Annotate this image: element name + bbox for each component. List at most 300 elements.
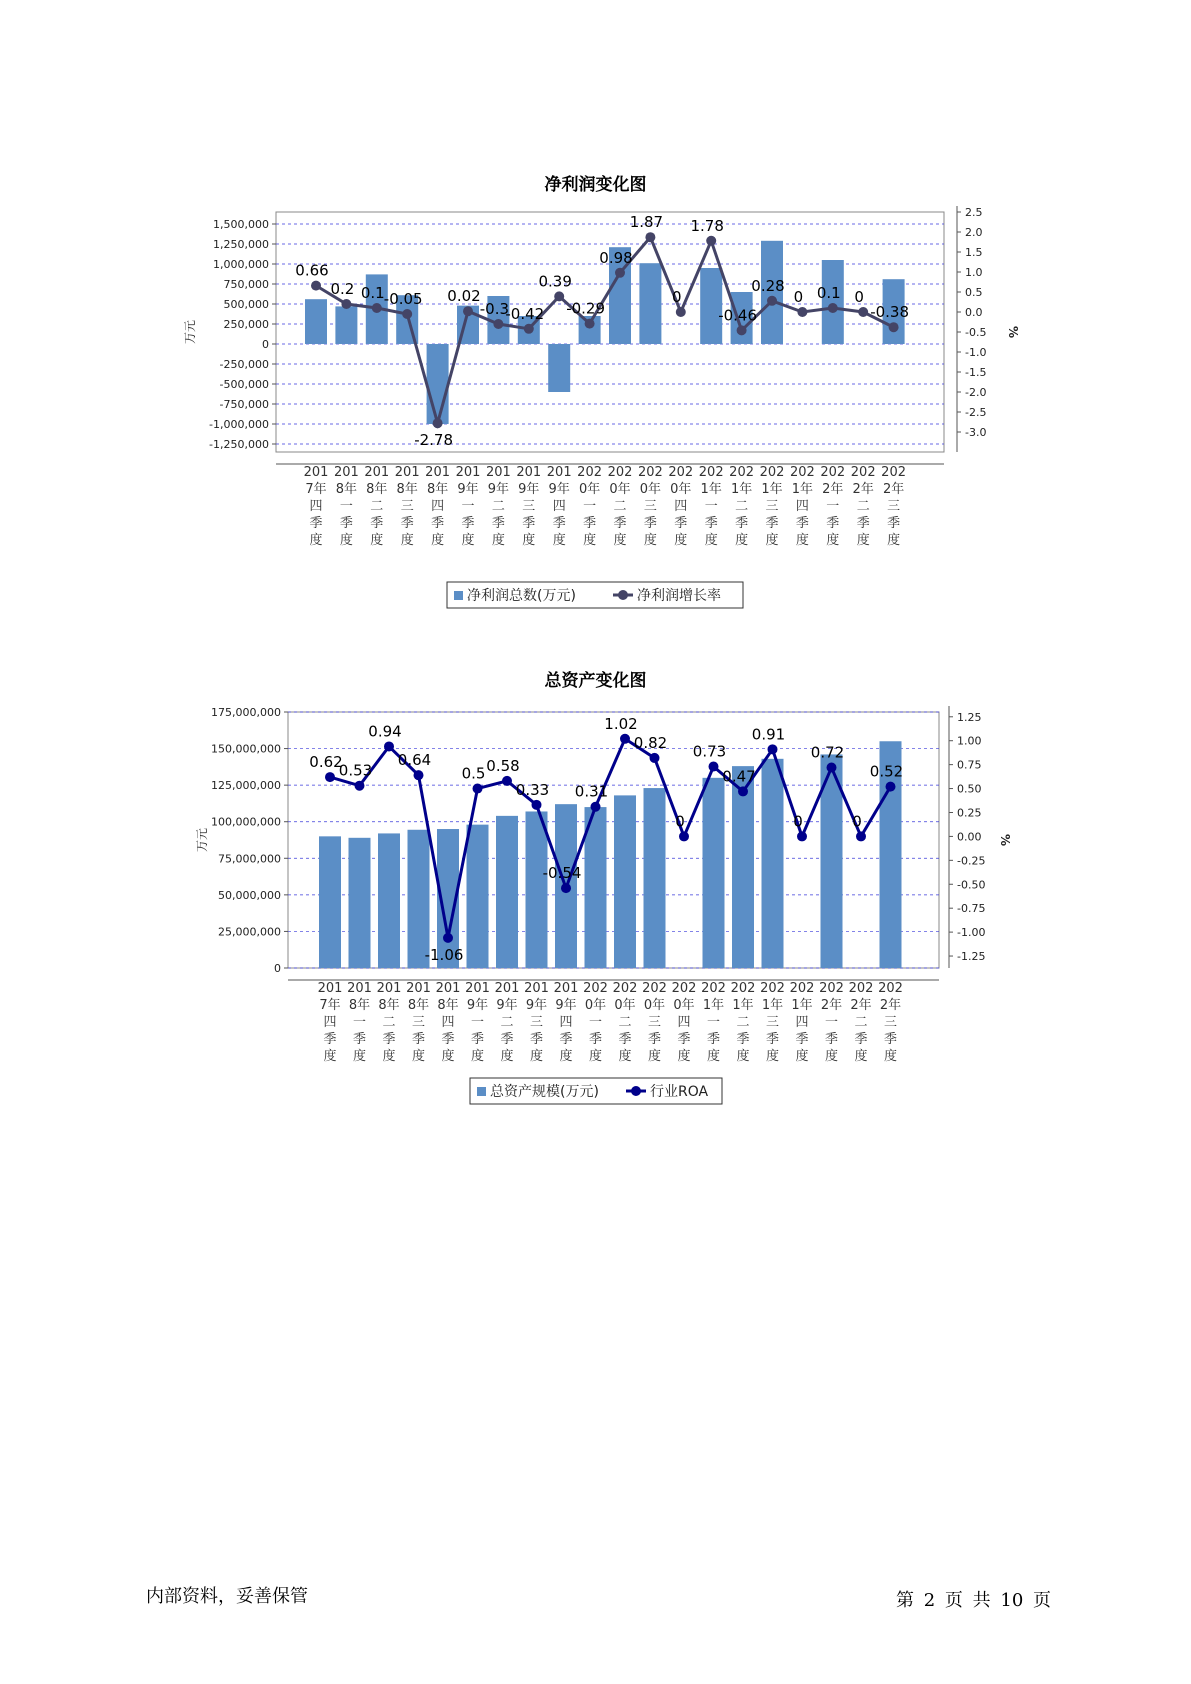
x-tick-label: 7年 xyxy=(319,998,341,1013)
x-tick-label: 8年 xyxy=(396,482,418,497)
x-tick-label: 度 xyxy=(500,1049,514,1064)
x-tick-label: 四 xyxy=(552,499,566,514)
x-tick-label: 一 xyxy=(352,1015,367,1030)
x-tick-label: 度 xyxy=(411,1049,426,1064)
x-tick-label: 202 xyxy=(612,981,638,996)
x-tick-label: 季 xyxy=(522,516,536,531)
y-right-tick-label: -1.00 xyxy=(957,926,986,940)
x-tick-label: 201 xyxy=(553,981,579,996)
data-label: 0.02 xyxy=(447,287,481,306)
x-tick-label: 8年 xyxy=(378,998,400,1013)
data-label: 0 xyxy=(672,288,682,306)
data-label: -1.06 xyxy=(424,945,464,964)
footer-confidential-note: 内部资料，妥善保管 xyxy=(146,1586,308,1607)
x-tick-label: 度 xyxy=(736,1049,750,1064)
legend-bar-swatch xyxy=(454,591,463,600)
line-point xyxy=(738,786,748,796)
x-tick-label: 202 xyxy=(583,981,608,996)
y-axis-right-label: % xyxy=(998,833,1012,847)
data-label: 0.2 xyxy=(330,280,355,298)
x-tick-label: 四 xyxy=(795,499,809,514)
y-tick-label: 250,000 xyxy=(223,318,269,331)
line-point xyxy=(797,831,807,841)
y-right-tick-label: -1.0 xyxy=(965,346,987,359)
x-tick-label: 季 xyxy=(674,516,688,531)
line-point xyxy=(532,800,542,810)
x-tick-label: 202 xyxy=(729,465,755,480)
y-tick-label: 500,000 xyxy=(223,298,269,311)
x-tick-label: 201 xyxy=(435,981,461,996)
x-tick-label: 季 xyxy=(643,516,657,531)
x-tick-label: 度 xyxy=(677,1049,691,1064)
y-right-tick-label: -0.75 xyxy=(957,902,986,916)
data-label: -0.05 xyxy=(383,290,423,308)
x-tick-label: 度 xyxy=(431,533,445,548)
x-tick-label: 季 xyxy=(824,1032,839,1047)
x-tick-label: 9年 xyxy=(525,998,548,1013)
x-tick-label: 四 xyxy=(323,1015,337,1030)
x-tick-label: 8年 xyxy=(437,998,459,1013)
x-tick-label: 度 xyxy=(704,533,718,548)
x-tick-label: 四 xyxy=(677,1015,691,1030)
bar xyxy=(548,344,570,392)
x-tick-label: 季 xyxy=(765,1032,780,1047)
line-point xyxy=(433,418,443,428)
line-point xyxy=(325,772,335,782)
data-label: 0.66 xyxy=(295,261,329,280)
data-label: 0 xyxy=(675,812,685,831)
x-tick-label: 二 xyxy=(854,1015,868,1030)
data-label: -0.3 xyxy=(479,300,510,318)
y-right-tick-label: 1.5 xyxy=(965,246,983,259)
data-label: 0.91 xyxy=(751,725,786,744)
y-tick-label: 50,000,000 xyxy=(218,888,281,902)
x-tick-label: 0年 xyxy=(578,482,601,497)
x-tick-label: 二 xyxy=(613,499,627,514)
x-tick-label: 季 xyxy=(618,1032,632,1047)
x-tick-label: 四 xyxy=(309,499,323,514)
bar xyxy=(427,344,449,424)
x-tick-label: 202 xyxy=(881,465,907,480)
line-point xyxy=(737,325,747,335)
x-tick-label: 202 xyxy=(820,465,846,480)
x-tick-label: 季 xyxy=(529,1032,544,1047)
x-tick-label: 季 xyxy=(765,516,779,531)
x-tick-label: 季 xyxy=(583,516,597,531)
bar xyxy=(644,788,666,968)
x-tick-label: 一 xyxy=(706,1015,721,1030)
y-right-tick-label: 2.5 xyxy=(965,206,983,219)
x-tick-label: 季 xyxy=(795,516,809,531)
data-label: 0.1 xyxy=(360,284,385,302)
x-tick-label: 1年 xyxy=(700,482,722,497)
x-tick-label: 季 xyxy=(461,516,475,531)
line-point xyxy=(828,303,838,313)
data-label: 1.02 xyxy=(604,714,638,733)
y-right-tick-label: 1.00 xyxy=(957,734,982,748)
y-tick-label: -750,000 xyxy=(219,398,269,411)
x-tick-label: 度 xyxy=(674,533,688,548)
x-tick-label: 2年 xyxy=(882,482,905,497)
bar xyxy=(762,759,784,968)
x-tick-label: 二 xyxy=(856,499,870,514)
x-tick-label: 8年 xyxy=(348,998,371,1013)
x-tick-label: 7年 xyxy=(305,482,327,497)
x-tick-label: 1年 xyxy=(730,482,753,497)
x-tick-label: 度 xyxy=(647,1049,662,1064)
line-point xyxy=(886,782,896,792)
x-tick-label: 201 xyxy=(317,981,343,996)
line-point xyxy=(768,744,778,754)
data-label: 0 xyxy=(852,812,862,831)
y-tick-label: 0 xyxy=(262,338,269,351)
data-label: -2.78 xyxy=(414,431,454,450)
x-tick-label: 度 xyxy=(887,533,901,548)
line-point xyxy=(827,763,837,773)
y-tick-label: 125,000,000 xyxy=(211,779,281,793)
y-right-tick-label: -0.25 xyxy=(957,854,986,868)
y-right-tick-label: 0.00 xyxy=(957,830,982,844)
x-tick-label: 季 xyxy=(735,516,749,531)
x-tick-label: 度 xyxy=(765,1049,780,1064)
x-tick-label: 二 xyxy=(370,499,384,514)
x-tick-label: 季 xyxy=(470,1032,485,1047)
bar xyxy=(526,811,548,968)
data-label: -0.54 xyxy=(542,864,582,883)
y-right-tick-label: 0.50 xyxy=(957,782,982,796)
x-tick-label: 9年 xyxy=(496,998,518,1013)
bar xyxy=(496,816,518,968)
x-tick-label: 三 xyxy=(765,499,779,514)
x-tick-label: 四 xyxy=(431,499,445,514)
x-tick-label: 9年 xyxy=(548,482,570,497)
x-tick-label: 201 xyxy=(303,465,329,480)
line-point xyxy=(524,324,534,334)
legend-label: 行业ROA xyxy=(650,1084,709,1100)
y-right-tick-label: 0.25 xyxy=(957,806,982,820)
legend-label: 净利润总数(万元) xyxy=(467,588,576,604)
y-tick-label: 150,000,000 xyxy=(211,742,281,756)
x-tick-label: 1年 xyxy=(791,482,814,497)
bar xyxy=(639,263,661,344)
x-tick-label: 季 xyxy=(795,1032,809,1047)
x-tick-label: 季 xyxy=(613,516,627,531)
x-tick-label: 201 xyxy=(494,981,520,996)
x-tick-label: 202 xyxy=(789,465,815,480)
line-point xyxy=(585,319,595,329)
y-right-tick-label: 1.0 xyxy=(965,266,983,279)
chart-title-total-assets: 总资产变化图 xyxy=(544,671,647,691)
line-point xyxy=(341,299,351,309)
legend-label: 总资产规模(万元) xyxy=(490,1084,599,1100)
line-point xyxy=(414,770,424,780)
line-point xyxy=(767,296,777,306)
x-tick-label: 202 xyxy=(848,981,874,996)
x-tick-label: 度 xyxy=(400,533,414,548)
data-label: 0.47 xyxy=(722,767,756,786)
x-tick-label: 202 xyxy=(668,465,694,480)
x-tick-label: 度 xyxy=(370,533,384,548)
x-tick-label: 0年 xyxy=(673,998,695,1013)
data-label: 0.62 xyxy=(309,753,343,772)
x-tick-label: 季 xyxy=(552,516,566,531)
x-tick-label: 202 xyxy=(850,465,876,480)
x-tick-label: 季 xyxy=(431,516,445,531)
line-point xyxy=(502,776,512,786)
x-tick-label: 度 xyxy=(883,1049,898,1064)
line-point xyxy=(384,741,394,751)
x-tick-label: 季 xyxy=(736,1032,750,1047)
legend-line-marker xyxy=(631,1086,641,1096)
line-point xyxy=(709,762,719,772)
data-label: 0.94 xyxy=(368,722,402,741)
x-tick-label: 202 xyxy=(607,465,633,480)
x-tick-label: 四 xyxy=(441,1015,455,1030)
line-point xyxy=(473,784,483,794)
x-tick-label: 度 xyxy=(352,1049,367,1064)
data-label: 0.31 xyxy=(574,782,609,801)
y-tick-label: -1,250,000 xyxy=(209,438,269,451)
y-axis-label: 万元 xyxy=(183,319,197,345)
data-label: 0 xyxy=(793,288,804,306)
x-tick-label: 一 xyxy=(826,499,840,514)
line-point xyxy=(493,319,503,329)
data-label: 1.78 xyxy=(690,216,724,235)
data-label: 0.82 xyxy=(633,733,668,752)
x-tick-label: 度 xyxy=(826,533,840,548)
x-tick-label: 9年 xyxy=(555,998,577,1013)
x-tick-label: 季 xyxy=(887,516,901,531)
x-tick-label: 201 xyxy=(465,981,490,996)
x-tick-label: 2年 xyxy=(820,998,843,1013)
x-tick-label: 度 xyxy=(618,1049,632,1064)
line-point xyxy=(676,307,686,317)
x-tick-label: 三 xyxy=(887,499,901,514)
y-tick-label: -500,000 xyxy=(219,378,269,391)
bar xyxy=(614,795,636,968)
x-tick-label: 度 xyxy=(765,533,779,548)
x-tick-label: 三 xyxy=(529,1015,544,1030)
bar xyxy=(319,836,341,968)
x-tick-label: 二 xyxy=(618,1015,632,1030)
line-point xyxy=(679,831,689,841)
data-label: -0.38 xyxy=(870,303,910,322)
x-tick-label: 2年 xyxy=(852,482,874,497)
bar xyxy=(822,260,844,344)
footer-page-number: 第 2 页 共 10 页 xyxy=(896,1590,1051,1611)
data-label: 0.28 xyxy=(751,276,785,295)
x-tick-label: 201 xyxy=(455,465,481,480)
x-tick-label: 202 xyxy=(878,981,903,996)
x-tick-label: 1年 xyxy=(791,998,813,1013)
y-right-tick-label: -1.5 xyxy=(965,366,987,379)
data-label: 0.52 xyxy=(869,762,904,781)
line-point xyxy=(797,307,807,317)
line-point xyxy=(620,734,630,744)
x-tick-label: 度 xyxy=(323,1049,337,1064)
x-tick-label: 季 xyxy=(491,516,505,531)
x-tick-label: 季 xyxy=(677,1032,691,1047)
data-label: 1.87 xyxy=(629,213,664,232)
line-point xyxy=(856,831,866,841)
x-tick-label: 季 xyxy=(382,1032,396,1047)
line-point xyxy=(561,883,571,893)
x-tick-label: 201 xyxy=(376,981,402,996)
x-tick-label: 一 xyxy=(824,1015,839,1030)
x-tick-label: 度 xyxy=(529,1049,544,1064)
y-right-tick-label: -0.50 xyxy=(957,878,986,892)
x-tick-label: 202 xyxy=(642,981,667,996)
x-tick-label: 一 xyxy=(461,499,475,514)
x-tick-label: 三 xyxy=(883,1015,898,1030)
data-label: 0 xyxy=(854,288,864,306)
x-tick-label: 度 xyxy=(854,1049,868,1064)
x-tick-label: 0年 xyxy=(670,482,692,497)
x-tick-label: 度 xyxy=(643,533,657,548)
y-tick-label: 750,000 xyxy=(223,278,269,291)
x-tick-label: 201 xyxy=(333,465,359,480)
data-label: 0.73 xyxy=(692,742,727,761)
x-tick-label: 度 xyxy=(559,1049,573,1064)
x-tick-label: 度 xyxy=(588,1049,603,1064)
y-right-tick-label: 1.25 xyxy=(957,710,982,724)
data-label: -0.46 xyxy=(718,306,758,325)
x-tick-label: 1年 xyxy=(732,998,754,1013)
bar xyxy=(349,838,371,968)
x-tick-label: 度 xyxy=(461,533,475,548)
x-tick-label: 季 xyxy=(706,1032,721,1047)
x-tick-label: 8年 xyxy=(407,998,430,1013)
x-tick-label: 季 xyxy=(647,1032,662,1047)
x-tick-label: 度 xyxy=(735,533,749,548)
line-point xyxy=(443,933,453,943)
x-tick-label: 201 xyxy=(546,465,572,480)
y-right-tick-label: 0.0 xyxy=(965,306,983,319)
bar xyxy=(305,299,327,344)
x-tick-label: 一 xyxy=(470,1015,485,1030)
line-point xyxy=(858,307,868,317)
x-tick-label: 1年 xyxy=(761,998,784,1013)
y-right-tick-label: -2.5 xyxy=(965,406,987,419)
x-tick-label: 201 xyxy=(524,981,549,996)
x-tick-label: 8年 xyxy=(335,482,358,497)
total-assets-chart xyxy=(0,700,1191,1140)
x-tick-label: 0年 xyxy=(643,998,666,1013)
x-tick-label: 2年 xyxy=(822,482,844,497)
x-tick-label: 202 xyxy=(671,981,697,996)
data-label: 0.5 xyxy=(461,764,486,783)
x-tick-label: 三 xyxy=(643,499,657,514)
legend-bar-swatch xyxy=(477,1087,486,1096)
x-tick-label: 季 xyxy=(500,1032,514,1047)
line-point xyxy=(706,236,716,246)
y-tick-label: 100,000,000 xyxy=(211,815,281,829)
line-point xyxy=(645,232,655,242)
net-profit-chart xyxy=(0,200,1191,660)
x-tick-label: 季 xyxy=(323,1032,337,1047)
x-tick-label: 二 xyxy=(735,499,749,514)
line-point xyxy=(402,309,412,319)
bar xyxy=(467,825,489,968)
x-tick-label: 三 xyxy=(411,1015,426,1030)
x-tick-label: 二 xyxy=(491,499,505,514)
bar xyxy=(703,778,725,968)
x-tick-label: 三 xyxy=(522,499,536,514)
x-tick-label: 四 xyxy=(674,499,688,514)
y-tick-label: 1,000,000 xyxy=(213,258,269,271)
x-tick-label: 202 xyxy=(760,981,785,996)
x-tick-label: 202 xyxy=(789,981,815,996)
x-tick-label: 0年 xyxy=(609,482,631,497)
data-label: 0.98 xyxy=(599,248,633,267)
line-point xyxy=(372,303,382,313)
x-tick-label: 9年 xyxy=(466,998,489,1013)
y-tick-label: 1,250,000 xyxy=(213,238,269,251)
x-tick-label: 二 xyxy=(382,1015,396,1030)
x-tick-label: 度 xyxy=(441,1049,455,1064)
x-tick-label: 季 xyxy=(309,516,323,531)
x-tick-label: 四 xyxy=(795,1015,809,1030)
x-tick-label: 季 xyxy=(588,1032,603,1047)
bar xyxy=(378,833,400,968)
x-tick-label: 度 xyxy=(491,533,505,548)
x-tick-label: 度 xyxy=(552,533,566,548)
x-tick-label: 202 xyxy=(819,981,844,996)
x-tick-label: 季 xyxy=(441,1032,455,1047)
y-right-tick-label: -2.0 xyxy=(965,386,987,399)
x-tick-label: 度 xyxy=(795,533,809,548)
x-tick-label: 度 xyxy=(706,1049,721,1064)
x-tick-label: 202 xyxy=(637,465,663,480)
x-tick-label: 一 xyxy=(704,499,718,514)
x-tick-label: 201 xyxy=(406,981,431,996)
x-tick-label: 二 xyxy=(736,1015,750,1030)
line-point xyxy=(463,306,473,316)
x-tick-label: 1年 xyxy=(702,998,725,1013)
x-tick-label: 二 xyxy=(500,1015,514,1030)
line-point xyxy=(311,281,321,291)
x-tick-label: 季 xyxy=(370,516,384,531)
line-point xyxy=(889,322,899,332)
x-tick-label: 季 xyxy=(339,516,353,531)
y-tick-label: -250,000 xyxy=(219,358,269,371)
x-tick-label: 季 xyxy=(883,1032,898,1047)
x-tick-label: 季 xyxy=(400,516,414,531)
x-tick-label: 度 xyxy=(856,533,870,548)
x-tick-label: 8年 xyxy=(426,482,449,497)
x-tick-label: 201 xyxy=(516,465,542,480)
y-tick-label: 0 xyxy=(274,962,281,975)
y-tick-label: 1,500,000 xyxy=(213,218,269,231)
data-label: 0 xyxy=(793,812,803,831)
x-tick-label: 一 xyxy=(583,499,597,514)
data-label: 0.53 xyxy=(338,761,373,780)
x-tick-label: 1年 xyxy=(761,482,783,497)
x-tick-label: 202 xyxy=(759,465,785,480)
data-label: -0.29 xyxy=(566,299,606,318)
data-label: 0.72 xyxy=(810,743,845,762)
line-point xyxy=(650,753,660,763)
x-tick-label: 季 xyxy=(411,1032,426,1047)
x-tick-label: 季 xyxy=(704,516,718,531)
x-tick-label: 三 xyxy=(647,1015,662,1030)
x-tick-label: 三 xyxy=(765,1015,780,1030)
x-tick-label: 季 xyxy=(559,1032,573,1047)
legend-label: 净利润增长率 xyxy=(637,588,721,604)
y-tick-label: 75,000,000 xyxy=(218,852,281,866)
x-tick-label: 季 xyxy=(826,516,840,531)
x-tick-label: 9年 xyxy=(487,482,510,497)
